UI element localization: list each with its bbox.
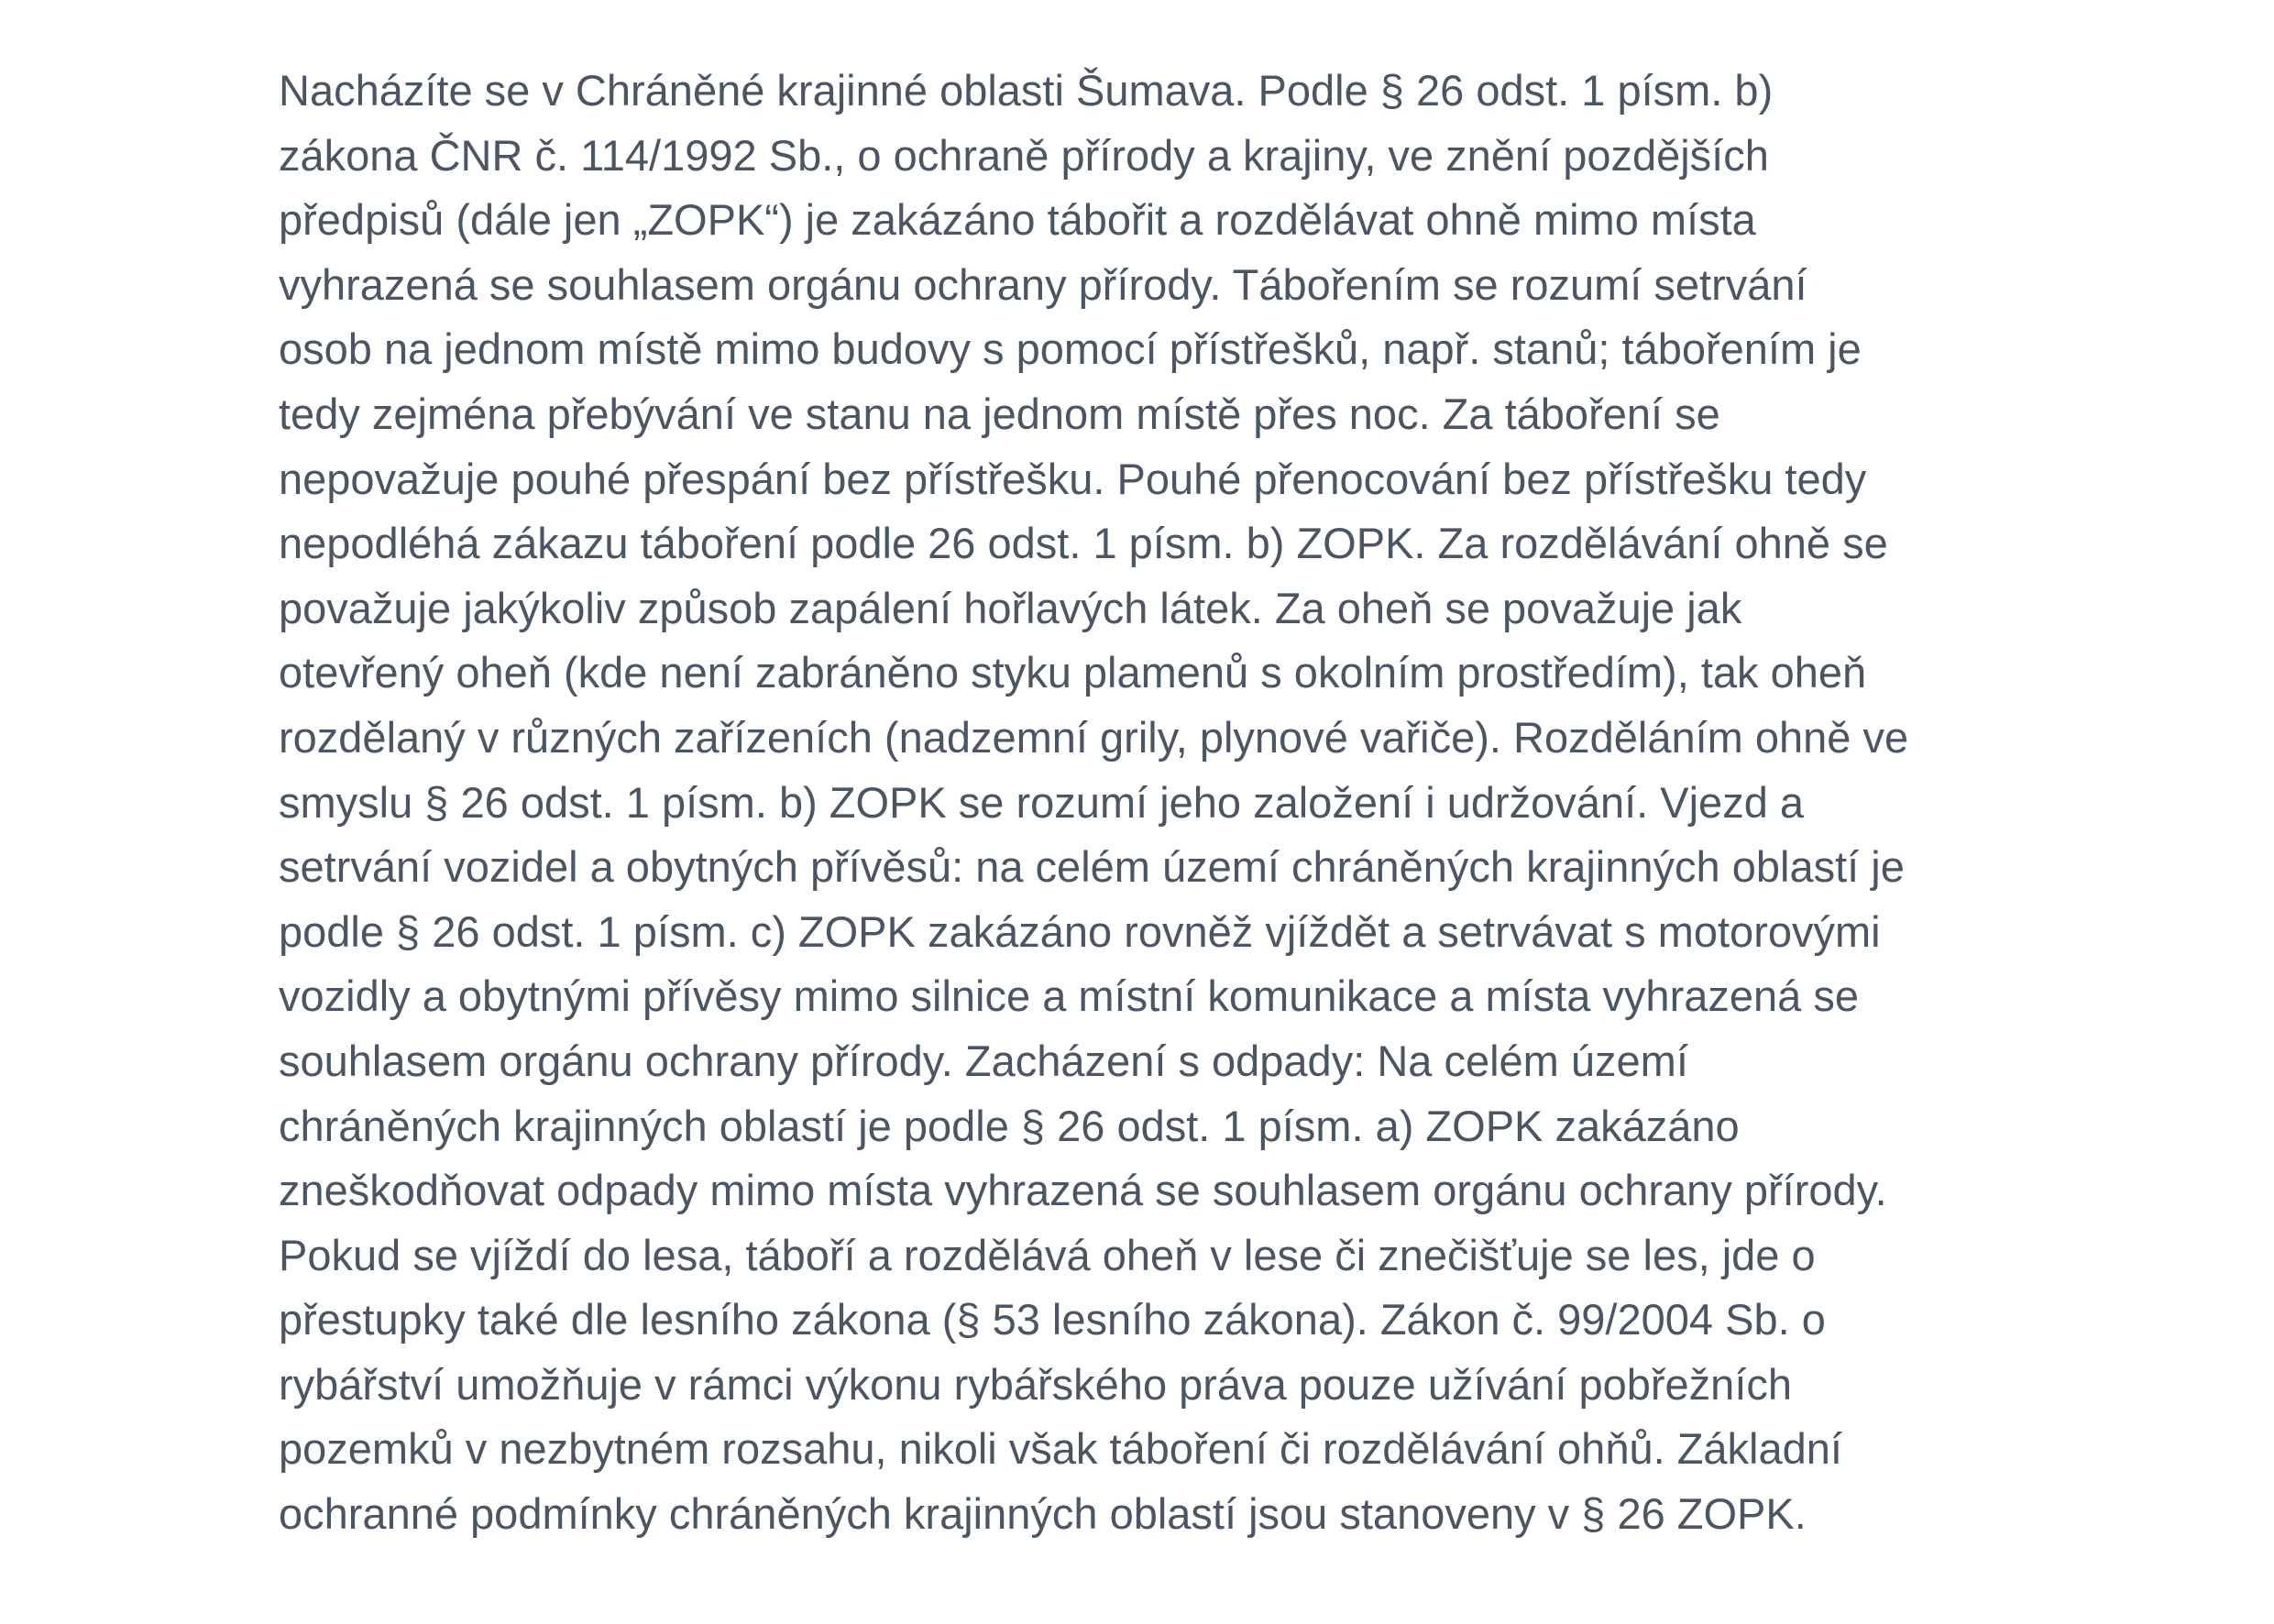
text-line: zákona ČNR č. 114/1992 Sb., o ochraně přírody a krajiny, ve znění pozdějších: [279, 130, 1769, 180]
body-text: [279, 59, 2038, 1547]
text-line: tedy zejména přebývání ve stanu na jednom místě přes noc. Za táboření se: [279, 389, 1720, 438]
text-line: předpisů (dále jen „ZOPK“) je zakázáno tábořit a rozdělávat ohně mimo místa: [279, 195, 1756, 245]
text-line: osob na jednom místě mimo budovy s pomocí přístřešků, např. stanů; tábořením je: [279, 324, 1862, 374]
text-line: zneškodňovat odpady mimo místa vyhrazená se souhlasem orgánu ochrany přírody.: [279, 1166, 1887, 1215]
text-line: smyslu § 26 odst. 1 písm. b) ZOPK se rozumí jeho založení i udržování. Vjezd a: [279, 777, 1805, 827]
text-line: vozidly a obytnými přívěsy mimo silnice a místní komunikace a místa vyhrazená se: [279, 971, 1859, 1021]
text-line: považuje jakýkoliv způsob zapálení hořlavých látek. Za oheň se považuje jak: [279, 583, 1742, 632]
text-line: nepodléhá zákazu táboření podle 26 odst. 1 písm. b) ZOPK. Za rozdělávání ohně se: [279, 519, 1888, 568]
text-line: rybářství umožňuje v rámci výkonu rybářského práva pouze užívání pobřežních: [279, 1359, 1793, 1409]
text-line: chráněných krajinných oblastí je podle § 26 odst. 1 písm. a) ZOPK zakázáno: [279, 1101, 1740, 1150]
text-line: otevřený oheň (kde není zabráněno styku plamenů s okolním prostředím), tak oheň: [279, 648, 1867, 697]
text-line: rozdělaný v různých zařízeních (nadzemní grily, plynové vařiče). Rozděláním ohně ve: [279, 712, 1909, 762]
text-line: ochranné podmínky chráněných krajinných oblastí jsou stanoveny v § 26 ZOPK.: [279, 1489, 1807, 1539]
text-line: nepovažuje pouhé přespání bez přístřešku. Pouhé přenocování bez přístřešku tedy: [279, 454, 1867, 503]
text-line: souhlasem orgánu ochrany přírody. Zacházení s odpady: Na celém území: [279, 1036, 1688, 1085]
text-line: přestupky také dle lesního zákona (§ 53 lesního zákona). Zákon č. 99/2004 Sb. o: [279, 1295, 1826, 1344]
text-line: setrvání vozidel a obytných přívěsů: na celém území chráněných krajinných oblastí je: [279, 842, 1905, 892]
text-line: Pokud se vjíždí do lesa, táboří a rozdělává oheň v lese či znečišťuje se les, jde o: [279, 1230, 1816, 1279]
text-line: vyhrazená se souhlasem orgánu ochrany přírody. Tábořením se rozumí setrvání: [279, 259, 1807, 309]
text-line: Nacházíte se v Chráněné krajinné oblasti Šumava. Podle § 26 odst. 1 písm. b): [279, 66, 1774, 115]
text-line: podle § 26 odst. 1 písm. c) ZOPK zakázáno rovněž vjíždět a setrvávat s motorovými: [279, 906, 1881, 956]
text-line: pozemků v nezbytném rozsahu, nikoli však táboření či rozdělávání ohňů. Základní: [279, 1424, 1842, 1474]
